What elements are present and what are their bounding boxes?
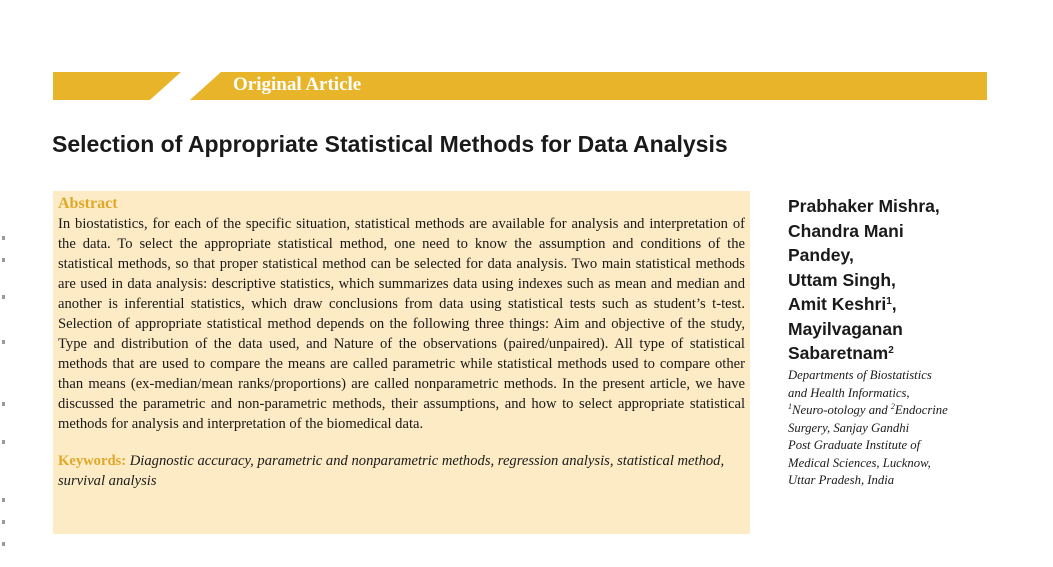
author-line: Amit Keshri$^1$, [788,294,897,314]
abstract-box [53,191,750,534]
affiliation-line: Medical Sciences, Lucknow, [788,455,931,470]
affiliation-line: Departments of Biostatistics [788,368,932,382]
author-line: Sabaretnam$^2$ [788,343,894,363]
affiliation-line: $^1$Neuro-otology and $^2$Endocrine [788,402,948,417]
affiliation-line: Uttar Pradesh, India [788,473,895,487]
author-affiliation-mark: 2 [888,345,894,356]
margin-marks [0,200,10,560]
article-type-label: Original Article [233,74,362,95]
keywords-text: Diagnostic accuracy, parametric and nonparametric methods, regression analysis, statistical method, survival analysis [58,453,725,489]
keywords [58,451,745,491]
article-title: Selection of Appropriate Statistical Methods for Data Analysis [52,131,728,157]
author-line: Chandra Mani [788,220,904,241]
author-line: Pandey, [788,245,854,265]
banner-diagonal-cut [150,72,221,100]
affiliation-line: and Health Informatics, [788,385,910,400]
author-line: Uttam Singh, [788,269,896,290]
affiliation-line: Post Graduate Institute of [788,438,921,452]
abstract-heading: Abstract [58,195,118,212]
article-type-banner [53,72,987,100]
affiliation-line: Surgery, Sanjay Gandhi [788,420,910,435]
author-affiliation-mark: 1 [886,296,892,307]
abstract-text: In biostatistics, for each of the specific situation, statistical methods are available for analysis and interpretation of the data. To select the appropriate statistical method, one need to know the assumption and conditions of the statistical methods, so that proper statistical method can be selected for data analysis. Two main statistical methods are used in data analysis: descriptive statistics, which summarizes data using indexes such as mean and median and another is inferential statistics, which draw conclusions from data using statistical tests such as student’s t-test. Selection of appropriate statistical method depends on the following three things: Aim and objective of the study, Type and distribution of the data used, and Nature of the observations (paired/unpaired). All type of statistical methods that are used to compare the means are called parametric while statistical methods used to compare other than means (ex-median/mean ranks/proportions) are called nonparametric methods. In the present article, we have discussed the parametric and non-parametric methods, their assumptions, and how to select appropriate statistical methods for analysis and interpretation of the biomedical data. [58,216,745,432]
affiliation [788,367,998,490]
author-line: Mayilvaganan [788,318,903,339]
keywords-label: Keywords: [58,453,127,469]
author-list [788,194,988,366]
author-line: Prabhaker Mishra, [788,196,940,216]
